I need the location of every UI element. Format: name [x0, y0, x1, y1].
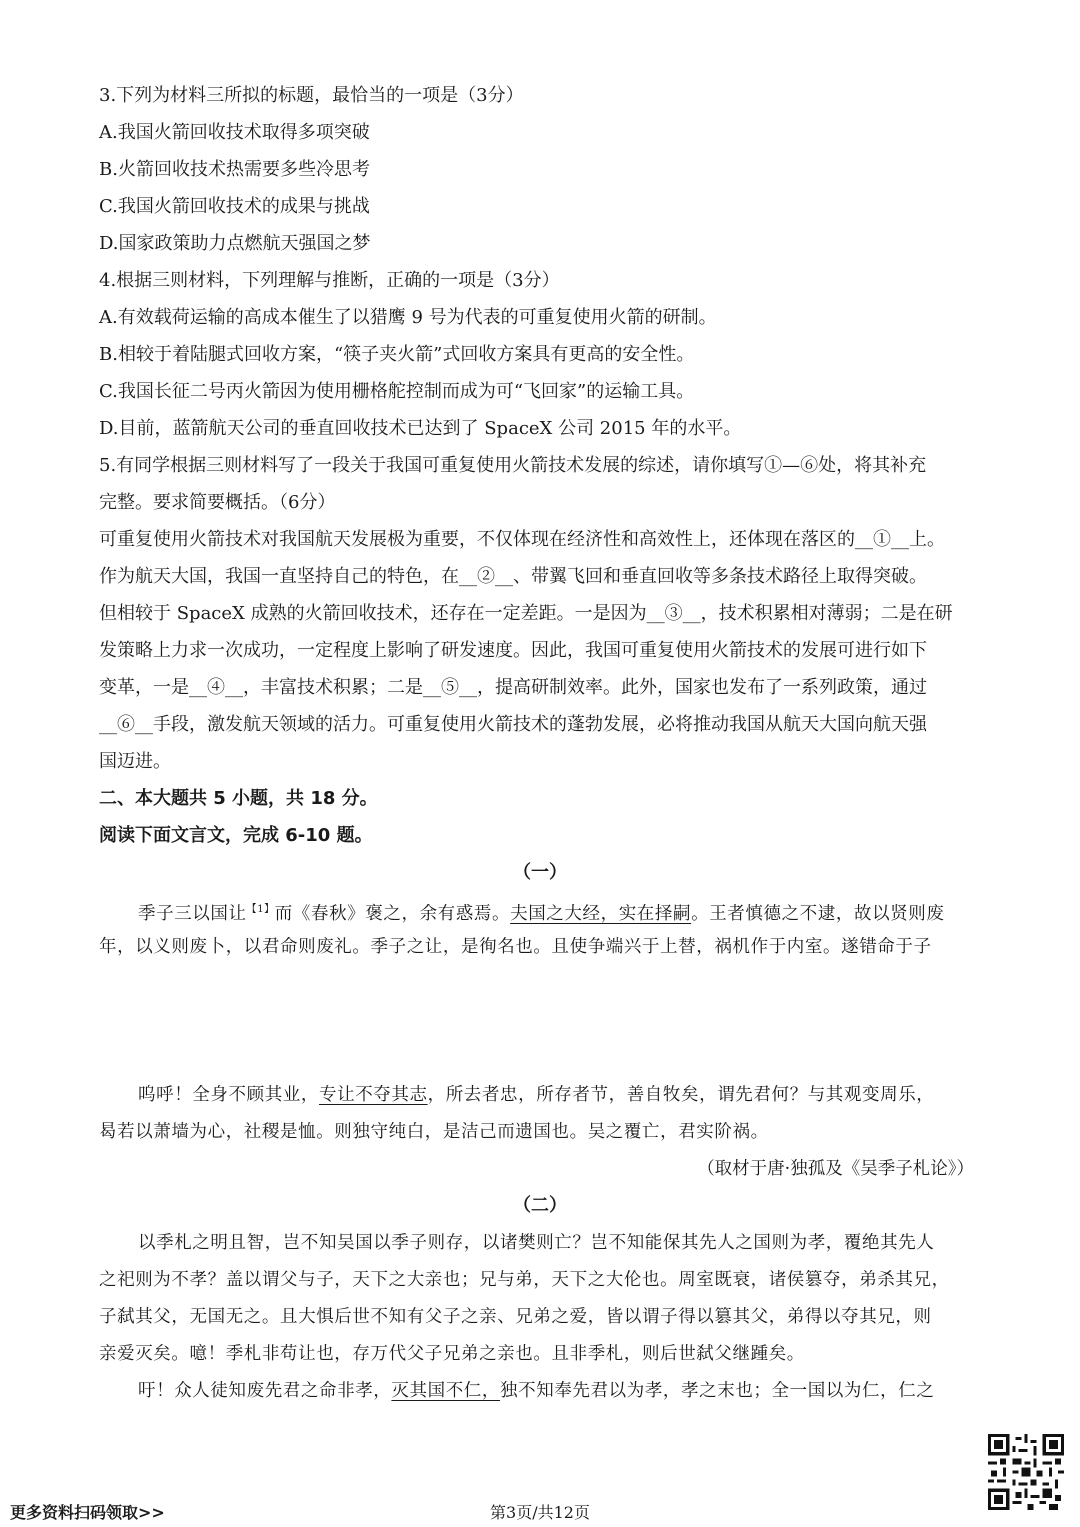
- page-number: 第3页/共12页: [490, 1503, 590, 1522]
- option-3b: B.火箭回收技术热需要多些冷思考: [99, 159, 370, 180]
- text: 而《春秋》褒之，余有惑焉。: [274, 903, 511, 924]
- summary-line-3: 但相较于 SpaceX 成熟的火箭回收技术，还存在一定差距。一是因为__③__，技术积累相对薄弱；二是在研: [99, 603, 953, 624]
- underlined-phrase: 灭其国不仁，: [391, 1381, 501, 1401]
- option-4c: C.我国长征二号丙火箭因为使用栅格舵控制而成为可“飞回家”的运输工具。: [99, 381, 695, 402]
- question-5-cont: 完整。要求简要概括。（6分）: [99, 492, 336, 513]
- text: 季子三以国让: [138, 903, 247, 924]
- part-2-p1-line-1: 以季札之明且智，岂不知吴国以季子则存，以诸樊则亡？岂不知能保其先人之国则为孝，覆绝其先人: [138, 1233, 935, 1253]
- part-1-p2-line-1: [138, 1082, 934, 1108]
- section-2-instruction: 阅读下面文言文，完成 6-10 题。: [99, 825, 373, 846]
- question-4: 4.根据三则材料，下列理解与推断，正确的一项是（3分）: [99, 270, 560, 291]
- part-2-label: （二）: [513, 1195, 567, 1216]
- part-1-p2-line-2: 曷若以萧墙为心，社稷是恤。则独守纯白，是洁己而遗国也。吴之覆亡，君实阶祸。: [99, 1122, 769, 1142]
- part-2-p1-line-3: 子弑其父，无国无之。且大惧后世不知有父子之亲、兄弟之爱，皆以谓子得以篡其父，弟得以夺其兄，则: [99, 1307, 932, 1327]
- part-1-p1-line-1: [138, 897, 945, 927]
- underlined-phrase: 夫国之大经，实在择嗣: [510, 903, 692, 924]
- footnote-1: 【1】: [246, 904, 275, 915]
- summary-line-4: 发策略上力求一次成功，一定程度上影响了研发速度。因此，我国可重复使用火箭技术的发展可进行如下: [99, 640, 927, 661]
- option-4a: A.有效载荷运输的高成本催生了以猎鹰 9 号为代表的可重复使用火箭的研制。: [99, 307, 717, 328]
- text: 吁！众人徒知废先君之命非孝，: [138, 1381, 392, 1401]
- text: 呜呼！全身不顾其业，: [138, 1085, 319, 1105]
- section-2-heading: 二、本大题共 5 小题，共 18 分。: [99, 788, 378, 809]
- text: 。王者慎德之不逮，故以贤则废: [691, 903, 945, 924]
- option-3c: C.我国火箭回收技术的成果与挑战: [99, 196, 370, 217]
- underlined-phrase: 专让不夺其志: [319, 1085, 428, 1105]
- question-5: 5.有同学根据三则材料写了一段关于我国可重复使用火箭技术发展的综述，请你填写①—⑥处，将其补充: [99, 455, 927, 476]
- part-2-p2-line-1: [138, 1378, 934, 1404]
- option-3d: D.国家政策助力点燃航天强国之梦: [99, 233, 371, 254]
- option-3a: A.我国火箭回收技术取得多项突破: [99, 122, 370, 143]
- option-4b: B.相较于着陆腿式回收方案，“筷子夹火箭”式回收方案具有更高的安全性。: [99, 344, 695, 365]
- summary-line-2: 作为航天大国，我国一直坚持自己的特色，在__②__、带翼飞回和垂直回收等多条技术路径上取得突破。: [99, 566, 927, 587]
- question-3: 3.下列为材料三所拟的标题，最恰当的一项是（3分）: [99, 85, 524, 106]
- part-2-p1-line-2: 之祀则为不孝？盖以谓父与子，天下之大亲也；兄与弟，天下之大伦也。周室既衰，诸侯篡夺，弟杀其兄，: [99, 1270, 950, 1290]
- option-4d: D.目前，蓝箭航天公司的垂直回收技术已达到了 SpaceX 公司 2015 年的水平。: [99, 418, 742, 439]
- part-1-p1-line-2: 年，以义则废卜，以君命则废礼。季子之让，是徇名也。且使争端兴于上替，祸机作于内室。遂错命于子: [99, 937, 932, 957]
- part-1-label: （一）: [513, 862, 567, 883]
- summary-line-1: 可重复使用火箭技术对我国航天发展极为重要，不仅体现在经济性和高效性上，还体现在落区的__①__上。: [99, 529, 945, 550]
- summary-line-7: 国迈进。: [99, 751, 171, 772]
- summary-line-6: __⑥__手段，激发航天领域的活力。可重复使用火箭技术的蓬勃发展，必将推动我国从航天大国向航天强: [99, 714, 927, 735]
- text: ，所去者忠，所存者节，善自牧矣，谓先君何？与其观变周乐，: [427, 1085, 935, 1105]
- part-2-p1-line-4: 亲爱灭矣。噫！季札非苟让也，存万代父子兄弟之亲也。且非季札，则后世弑父继踵矣。: [99, 1344, 805, 1364]
- text: 独不知奉先君以为孝，孝之末也；全一国以为仁，仁之: [500, 1381, 935, 1401]
- qr-code-icon[interactable]: [988, 1434, 1064, 1510]
- summary-line-5: 变革，一是__④__，丰富技术积累；二是__⑤__，提高研制效率。此外，国家也发布了一系列政策，通过: [99, 677, 927, 698]
- footer-scan-prompt[interactable]: 更多资料扫码领取>>: [10, 1503, 165, 1522]
- part-1-source: （取材于唐·独孤及《吴季子札论》）: [697, 1159, 974, 1179]
